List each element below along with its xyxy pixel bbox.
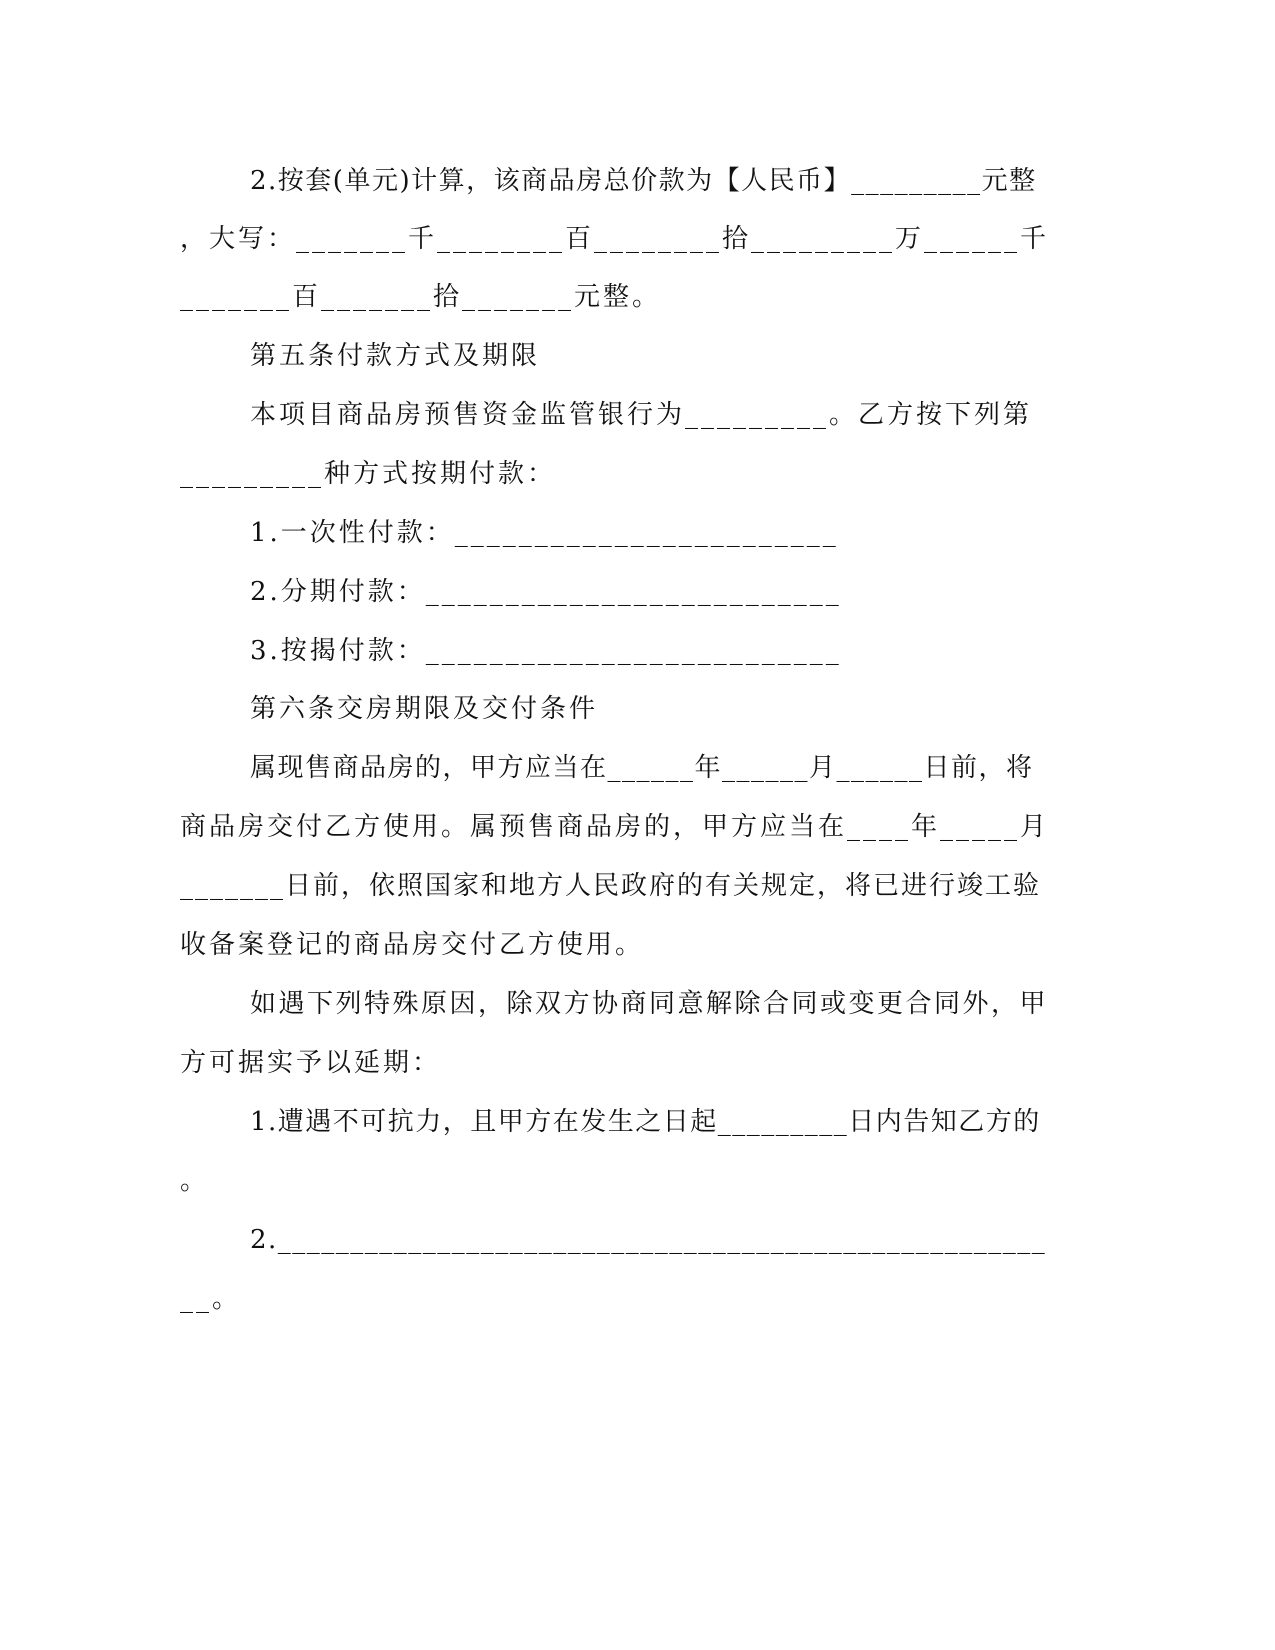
- text-line: _______百_______拾_______元整。: [180, 282, 662, 312]
- text-line: ，大写：_______千________百________拾_________万______千: [180, 224, 1050, 254]
- text-line: __。: [180, 1284, 242, 1314]
- list-item: 3.按揭付款：__________________________: [250, 636, 842, 666]
- list-item: 1.遭遇不可抗力，且甲方在发生之日起_________日内告知乙方的: [250, 1107, 1041, 1137]
- text-line: 方可据实予以延期：: [180, 1048, 442, 1078]
- text-line: _______日前，依照国家和地方人民政府的有关规定，将已进行竣工验: [180, 871, 1042, 901]
- section-heading: 第五条付款方式及期限: [250, 341, 541, 371]
- text-line: 收备案登记的商品房交付乙方使用。: [180, 930, 645, 960]
- text-line: 本项目商品房预售资金监管银行为_________。乙方按下列第: [250, 400, 1033, 430]
- text-line: 商品房交付乙方使用。属预售商品房的，甲方应当在____年_____月: [180, 812, 1050, 842]
- text-line: 。: [180, 1166, 210, 1196]
- text-line: _________种方式按期付款：: [180, 459, 557, 489]
- text-line: 如遇下列特殊原因，除双方协商同意解除合同或变更合同外，甲: [250, 989, 1049, 1019]
- text-line: 属现售商品房的，甲方应当在______年______月______日前，将: [250, 753, 1034, 783]
- text-line: 2.按套(单元)计算，该商品房总价款为【人民币】_________元整: [250, 166, 1037, 196]
- list-item: 2._____________________________________________________: [250, 1225, 1047, 1255]
- list-item: 1.一次性付款：________________________: [250, 518, 839, 548]
- section-heading: 第六条交房期限及交付条件: [250, 694, 599, 724]
- list-item: 2.分期付款：__________________________: [250, 577, 842, 607]
